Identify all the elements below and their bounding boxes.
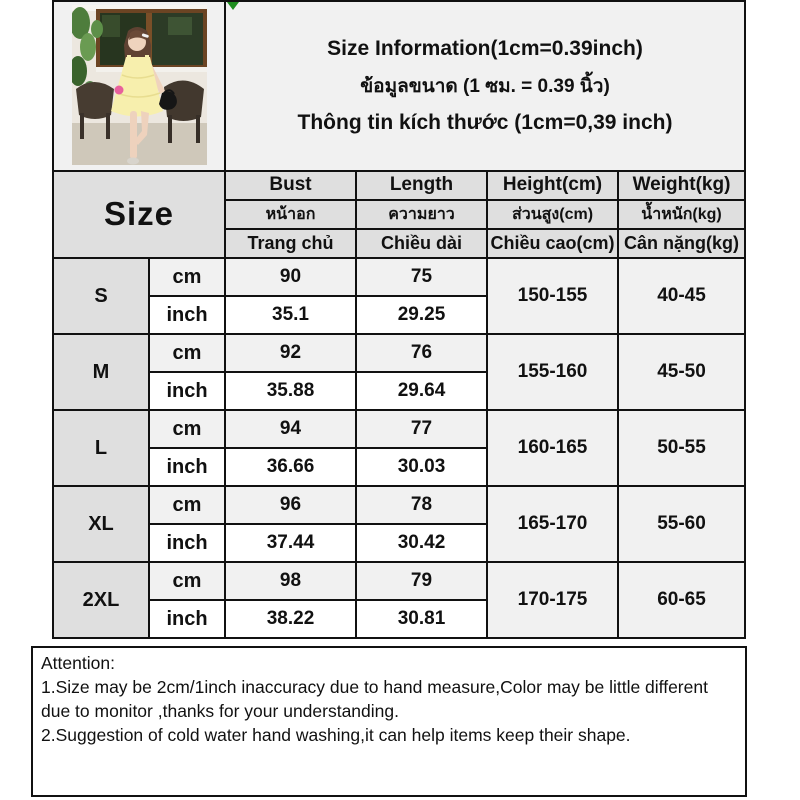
- col-header-length-th: ความยาว: [357, 201, 486, 228]
- s-length-inch: 29.25: [357, 297, 486, 333]
- col-header-weight-en: Weight(kg): [619, 172, 744, 199]
- col-header-height-th: ส่วนสูง(cm): [488, 201, 617, 228]
- size-chart-table: [52, 0, 746, 639]
- col-header-bust-th: หน้าอก: [226, 201, 355, 228]
- m-bust-inch: 35.88: [226, 373, 355, 409]
- xl-length-inch: 30.42: [357, 525, 486, 561]
- m-bust-cm: 92: [226, 335, 355, 371]
- model-photo: [72, 5, 207, 165]
- green-corner-marker-icon: [227, 2, 239, 10]
- title-vietnamese: Thông tin kích thước (1cm=0,39 inch): [297, 111, 673, 134]
- col-header-weight-vi: Cân nặng(kg): [619, 230, 744, 257]
- size-info-title-block: [226, 2, 744, 170]
- shoe: [127, 158, 139, 165]
- size-label-xl: XL: [54, 487, 148, 561]
- attention-note-1: 1.Size may be 2cm/1inch inaccuracy due to hand measure,Color may be little different due to monitor ,thanks for your understanding.: [41, 677, 708, 722]
- size-label-2xl: 2XL: [54, 563, 148, 637]
- product-photo-cell: [54, 2, 224, 170]
- size-label-s: S: [54, 259, 148, 333]
- 2xl-height-range: 170-175: [488, 563, 617, 637]
- s-bust-cm: 90: [226, 259, 355, 295]
- xl-length-cm: 78: [357, 487, 486, 523]
- xl-bust-cm: 96: [226, 487, 355, 523]
- col-header-bust-vi: Trang chủ: [226, 230, 355, 257]
- unit-label-cm: cm: [150, 259, 224, 295]
- col-header-height-vi: Chiều cao(cm): [488, 230, 617, 257]
- unit-label-inch: inch: [150, 449, 224, 485]
- m-length-inch: 29.64: [357, 373, 486, 409]
- attention-note-2: 2.Suggestion of cold water hand washing,it can help items keep their shape.: [41, 725, 631, 746]
- l-height-range: 160-165: [488, 411, 617, 485]
- s-length-cm: 75: [357, 259, 486, 295]
- unit-label-inch: inch: [150, 525, 224, 561]
- unit-label-cm: cm: [150, 563, 224, 599]
- 2xl-bust-cm: 98: [226, 563, 355, 599]
- 2xl-length-cm: 79: [357, 563, 486, 599]
- m-length-cm: 76: [357, 335, 486, 371]
- 2xl-weight-range: 60-65: [619, 563, 744, 637]
- xl-height-range: 165-170: [488, 487, 617, 561]
- m-height-range: 155-160: [488, 335, 617, 409]
- title-english: Size Information(1cm=0.39inch): [327, 37, 643, 60]
- s-height-range: 150-155: [488, 259, 617, 333]
- unit-label-cm: cm: [150, 411, 224, 447]
- col-header-height-en: Height(cm): [488, 172, 617, 199]
- leg: [130, 111, 137, 159]
- s-bust-inch: 35.1: [226, 297, 355, 333]
- title-thai: ข้อมูลขนาด (1 ซม. = 0.39 นิ้ว): [360, 76, 610, 97]
- unit-label-cm: cm: [150, 335, 224, 371]
- unit-label-cm: cm: [150, 487, 224, 523]
- 2xl-length-inch: 30.81: [357, 601, 486, 637]
- xl-bust-inch: 37.44: [226, 525, 355, 561]
- s-weight-range: 40-45: [619, 259, 744, 333]
- col-header-length-en: Length: [357, 172, 486, 199]
- l-bust-cm: 94: [226, 411, 355, 447]
- black-handbag: [159, 92, 177, 110]
- col-header-length-vi: Chiều dài: [357, 230, 486, 257]
- l-bust-inch: 36.66: [226, 449, 355, 485]
- attention-heading: Attention:: [41, 653, 115, 673]
- corner-size-label: Size: [54, 172, 224, 257]
- m-weight-range: 45-50: [619, 335, 744, 409]
- unit-label-inch: inch: [150, 601, 224, 637]
- l-length-cm: 77: [357, 411, 486, 447]
- unit-label-inch: inch: [150, 373, 224, 409]
- l-weight-range: 50-55: [619, 411, 744, 485]
- col-header-weight-th: น้ำหนัก(kg): [619, 201, 744, 228]
- size-label-m: M: [54, 335, 148, 409]
- xl-weight-range: 55-60: [619, 487, 744, 561]
- pink-item: [114, 86, 123, 95]
- unit-label-inch: inch: [150, 297, 224, 333]
- attention-notes-box: [31, 646, 747, 797]
- col-header-bust-en: Bust: [226, 172, 355, 199]
- 2xl-bust-inch: 38.22: [226, 601, 355, 637]
- size-label-l: L: [54, 411, 148, 485]
- l-length-inch: 30.03: [357, 449, 486, 485]
- window-background: [96, 9, 207, 72]
